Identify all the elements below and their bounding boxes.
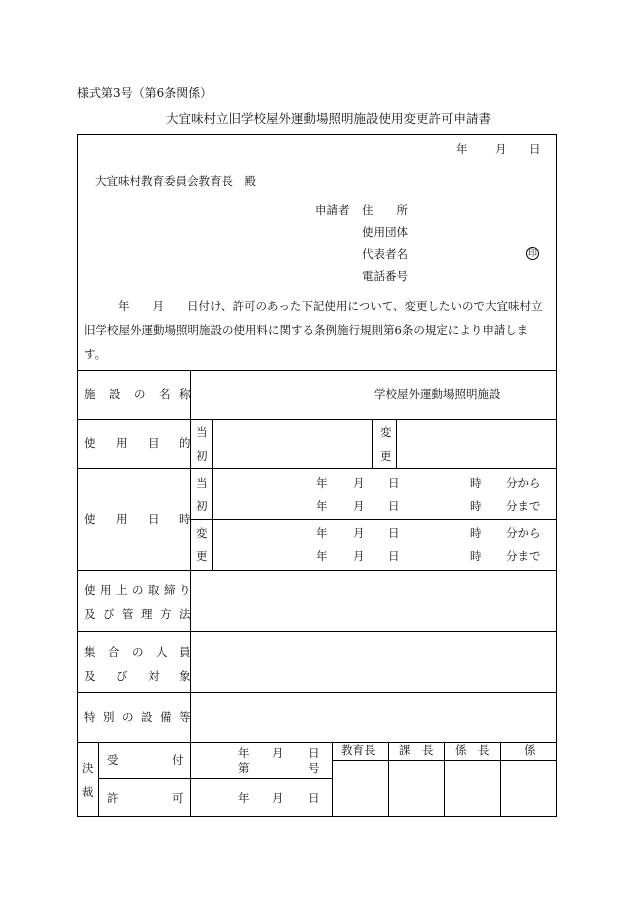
label-char: 員 (179, 645, 191, 659)
purpose-initial-1: 当 (196, 425, 208, 439)
dt-hour: 時 (470, 549, 482, 563)
label-char: 設 (141, 710, 153, 724)
body-line-3: す。 (84, 347, 107, 361)
label-char: 特 (84, 710, 96, 724)
rule (332, 742, 333, 817)
approval-label-1: 決 (82, 761, 94, 775)
label-char: 用 (100, 583, 112, 597)
label-char: 目 (148, 436, 160, 450)
dt-year: 年 (316, 526, 328, 540)
receipt-label-2: 付 (172, 753, 184, 767)
label-char: 及 (84, 607, 96, 621)
label-char: 時 (179, 512, 191, 526)
permit-year: 年 (238, 791, 250, 805)
dt-year: 年 (316, 499, 328, 513)
permit-label-2: 可 (172, 791, 184, 805)
stamp-section-chief: 課 長 (399, 743, 434, 757)
datetime-initial-1: 当 (196, 476, 208, 490)
label-char: 方 (160, 607, 172, 621)
purpose-change-2: 更 (380, 449, 392, 463)
rule (78, 468, 556, 469)
approval-label-2: 裁 (82, 785, 94, 799)
label-char: 称 (179, 387, 191, 401)
label-char: 日 (148, 512, 160, 526)
dt-year: 年 (316, 549, 328, 563)
rule (78, 370, 556, 371)
label-char: の (132, 583, 144, 597)
label-char: 的 (179, 436, 191, 450)
label-char: 等 (179, 710, 191, 724)
dt-from: 分から (506, 526, 541, 540)
rule (190, 742, 191, 817)
rule (190, 519, 556, 520)
label-char: 合 (108, 645, 120, 659)
body-line-1: 年 月 日付け、許可のあった下記使用について、変更したいので大宜味村立 (118, 299, 543, 313)
label-char: 設 (109, 387, 121, 401)
label-char: 管 (122, 607, 134, 621)
receipt-month: 月 (272, 746, 284, 760)
label-char: 人 (156, 645, 168, 659)
dt-month: 月 (353, 549, 365, 563)
label-char: 集 (84, 645, 96, 659)
rule (78, 570, 556, 571)
rule (190, 370, 191, 742)
label-char: 別 (103, 710, 115, 724)
label-char: の (134, 387, 146, 401)
dt-month: 月 (353, 476, 365, 490)
addressee: 大宜味村教育委員会教育長 殿 (95, 174, 256, 188)
rule (212, 419, 213, 570)
label-char: 用 (116, 512, 128, 526)
form-number: 様式第3号（第6条関係） (77, 86, 213, 100)
permit-month: 月 (272, 791, 284, 805)
receipt-year: 年 (238, 746, 250, 760)
receipt-day: 日 (308, 746, 320, 760)
rule (98, 742, 99, 817)
rule (78, 692, 556, 693)
dt-month: 月 (353, 526, 365, 540)
label-char: 締 (164, 583, 176, 597)
label-char: 使 (84, 436, 96, 450)
dt-day: 日 (388, 549, 400, 563)
applicant-address: 住 所 (362, 203, 408, 217)
label-char: 用 (116, 436, 128, 450)
stamp-unit-chief: 係 長 (455, 743, 490, 757)
permit-day: 日 (308, 791, 320, 805)
dt-month: 月 (353, 499, 365, 513)
datetime-change-1: 変 (196, 526, 208, 540)
applicant-representative: 代表者名 (362, 247, 408, 261)
rule (98, 778, 332, 779)
applicant-phone: 電話番号 (362, 269, 408, 283)
receipt-label-1: 受 (107, 753, 119, 767)
dt-day: 日 (388, 499, 400, 513)
label-char: 対 (148, 669, 160, 683)
date-day: 日 (529, 142, 541, 156)
purpose-initial-2: 初 (196, 449, 208, 463)
facility-name-value: 学校屋外運動場照明施設 (374, 387, 501, 401)
rule (444, 742, 445, 817)
body-line-2: 旧学校屋外運動場照明施設の使用料に関する条例施行規則第6条の規定により申請しま (84, 323, 529, 337)
receipt-go: 号 (308, 761, 320, 775)
label-char: の (122, 710, 134, 724)
datetime-initial-2: 初 (196, 499, 208, 513)
date-year: 年 (456, 142, 468, 156)
dt-day: 日 (388, 476, 400, 490)
rule (372, 419, 373, 468)
receipt-dai: 第 (238, 761, 250, 775)
label-char: 取 (148, 583, 160, 597)
application-form (77, 134, 557, 817)
dt-from: 分から (506, 476, 541, 490)
datetime-change-2: 更 (196, 549, 208, 563)
seal-mark: 印 (527, 249, 537, 259)
label-char: 名 (159, 387, 171, 401)
label-char: 施 (84, 387, 96, 401)
label-char: 備 (160, 710, 172, 724)
date-month: 月 (495, 142, 507, 156)
applicant-group: 使用団体 (362, 225, 408, 239)
label-char: り (179, 583, 191, 597)
dt-hour: 時 (470, 526, 482, 540)
rule (388, 742, 389, 817)
dt-until: 分まで (506, 499, 541, 513)
rule (396, 419, 397, 468)
page-title: 大宜味村立旧学校屋外運動場照明施設使用変更許可申請書 (166, 111, 492, 126)
label-char: び (103, 607, 115, 621)
stamp-superintendent: 教育長 (341, 743, 376, 757)
rule (78, 631, 556, 632)
label-char: の (132, 645, 144, 659)
purpose-change-1: 変 (380, 425, 392, 439)
dt-hour: 時 (470, 499, 482, 513)
dt-until: 分まで (506, 549, 541, 563)
label-char: 法 (179, 607, 191, 621)
label-char: び (116, 669, 128, 683)
label-char: 理 (141, 607, 153, 621)
label-char: 象 (179, 669, 191, 683)
dt-hour: 時 (470, 476, 482, 490)
rule (78, 419, 556, 420)
stamp-staff: 係 (524, 743, 536, 757)
dt-day: 日 (388, 526, 400, 540)
permit-label-1: 許 (107, 791, 119, 805)
label-char: 使 (84, 512, 96, 526)
dt-year: 年 (316, 476, 328, 490)
label-char: 使 (84, 583, 96, 597)
label-char: 上 (116, 583, 128, 597)
rule (500, 742, 501, 817)
applicant-label: 申請者 (315, 203, 350, 217)
label-char: 及 (84, 669, 96, 683)
